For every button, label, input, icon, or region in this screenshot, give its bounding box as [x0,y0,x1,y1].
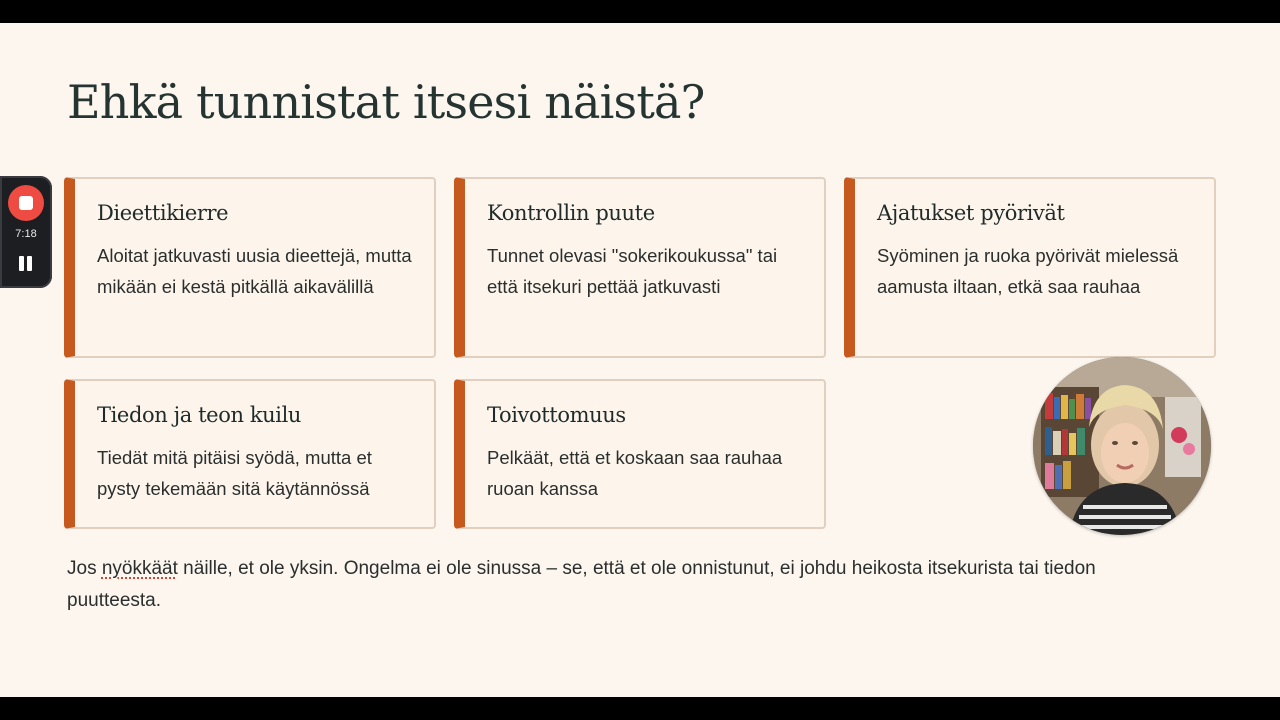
footer-rest: näille, et ole yksin. Ongelma ei ole sinussa – se, että et ole onnistunut, ei johdu heikosta itsekurista tai tiedon puutteesta. [67,558,1096,611]
card-text: Syöminen ja ruoka pyörivät mielessä aamusta iltaan, etkä saa rauhaa [877,245,1179,297]
card-text: Pelkäät, että et koskaan saa rauhaa ruoan kanssa [487,447,783,499]
card-text: Tiedät mitä pitäisi syödä, mutta et pysty tekemään sitä käytännössä [97,447,372,499]
card-title: Tiedon ja teon kuilu [97,403,302,427]
card-tiedon-ja-teon-kuilu [64,379,436,529]
card-text: Aloitat jatkuvasti uusia dieettejä, mutta mikään ei kestä pitkällä aikavälillä [97,245,412,297]
card-title: Toivottomuus [487,403,626,427]
card-ajatukset-pyorivat [844,177,1216,358]
slide-title: Ehkä tunnistat itsesi näistä? [67,75,705,129]
presenter-video-image [1033,357,1211,535]
footer-prefix: Jos [67,558,102,579]
card-title: Ajatukset pyörivät [877,201,1065,225]
stop-icon [19,196,33,210]
webcam-bubble[interactable] [1033,357,1211,535]
presentation-slide [0,23,1280,697]
recording-timer: 7:18 [15,228,37,240]
stop-recording-button[interactable] [8,185,44,221]
card-title: Dieettikierre [97,201,229,225]
card-title: Kontrollin puute [487,201,655,225]
pause-recording-button[interactable] [16,254,36,274]
screen-recorder-widget [0,176,52,288]
slide-footer-text [67,553,1187,617]
card-toivottomuus [454,379,826,529]
card-dieettikierre [64,177,436,358]
misspelled-word: nyökkäät [101,558,178,579]
card-kontrollin-puute [454,177,826,358]
card-text: Tunnet olevasi "sokerikoukussa" tai että itsekuri pettää jatkuvasti [487,245,778,297]
